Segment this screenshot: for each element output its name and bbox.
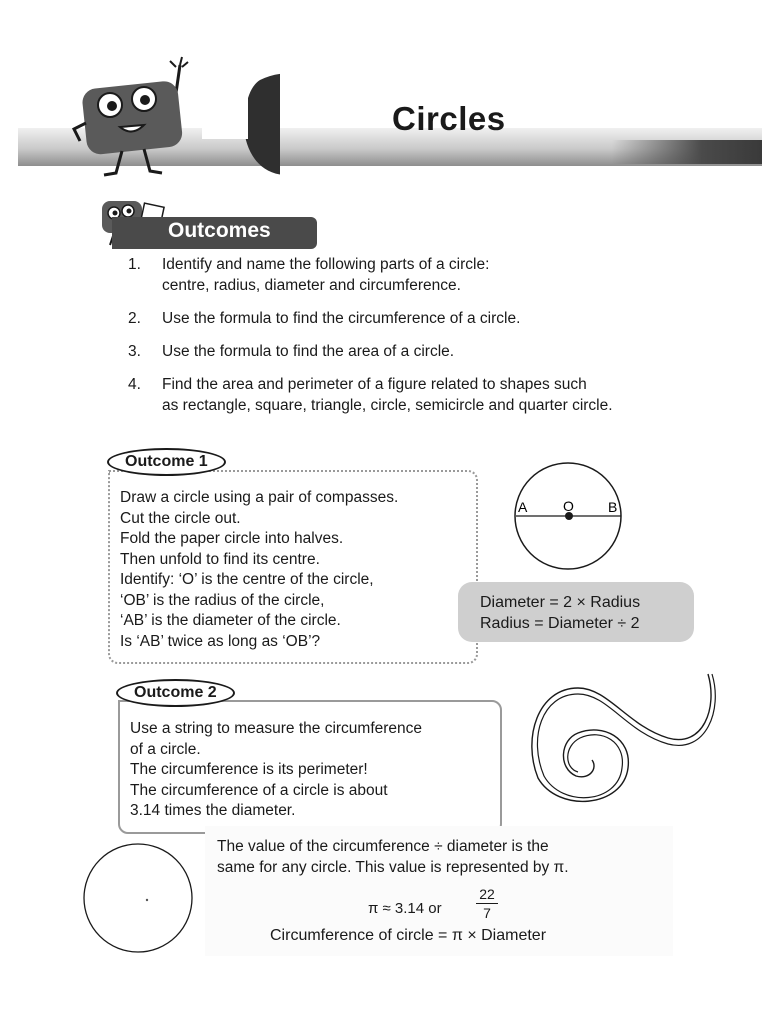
point-o-label: O [563, 498, 574, 514]
list-item: 3. Use the formula to find the area of a circle. [128, 343, 455, 360]
banner-shade [612, 140, 762, 164]
outcome2-label: Outcome 2 [116, 679, 235, 707]
pi-approximation: π ≈ 3.14 or [368, 900, 442, 917]
outcome2-text: Use a string to measure the circumference of a circle. The circumference is its perimeter! The circumference of a circle is about 3.14 times the diameter. [130, 720, 423, 819]
list-item: 2. Use the formula to find the circumference of a circle. [128, 310, 521, 327]
formula-text: Diameter = 2 × Radius Radius = Diameter ÷ 2 [480, 594, 641, 632]
circle-diagram [508, 460, 638, 572]
drawn-circle [82, 842, 196, 956]
outcome1-text: Draw a circle using a pair of compasses. Cut the circle out. Fold the paper circle into halves. Then unfold to find its centre. Identify: ‘O’ is the centre of the circle, ‘OB’ is the radius of the circle, ‘AB’ is the diameter of the circle. Is ‘AB’ twice as long as ‘OB’? [120, 489, 399, 650]
pi-fraction: 22 7 [476, 886, 498, 921]
circumference-formula: Circumference of circle = π × Diameter [270, 927, 547, 944]
string-spiral-illustration [518, 668, 728, 816]
mascot-illustration [70, 55, 280, 180]
outcomes-list [128, 254, 708, 428]
list-item: 1. Identify and name the following parts of a circle: centre, radius, diameter and circumference. [128, 256, 490, 294]
page-title: Circles [392, 100, 506, 137]
outcomes-heading: Outcomes [168, 219, 271, 242]
outcome1-label: Outcome 1 [107, 448, 226, 476]
pi-explanation: The value of the circumference ÷ diameter is the same for any circle. This value is represented by π. [217, 838, 569, 876]
point-b-label: B [608, 499, 618, 515]
point-a-label: A [518, 499, 528, 515]
list-item: 4. Find the area and perimeter of a figure related to shapes such as rectangle, square, triangle, circle, semicircle and quarter circle. [128, 376, 613, 414]
